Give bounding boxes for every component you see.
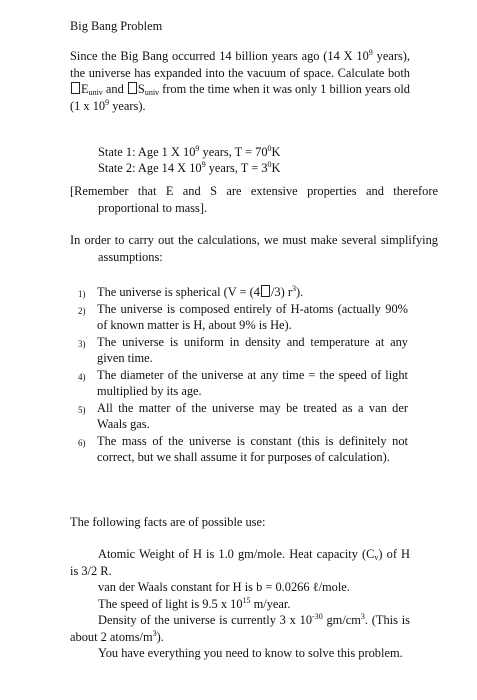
fact-text: . (This is about 2 atoms/m [70,613,410,644]
state-1-age: State 1: Age 1 X 10 [98,145,196,159]
entropy-subscript: univ [144,88,160,97]
fact-text: Density of the universe is currently 3 x 10 [98,613,313,627]
fact-text: ). [156,629,164,644]
intro-text-and: and [102,82,127,96]
fact-van-der-waals: van der Waals constant for H is b = 0.0266 ℓ/mole. [98,580,350,594]
state-2-age: State 2: Age 14 X 10 [98,161,202,175]
fact-exponent: 15 [242,595,251,605]
assumption-number: 4) [78,371,86,382]
state-2-unit: K [271,161,281,175]
fact-subscript: v [374,553,379,562]
intro-exponent-1: 9 [368,48,373,57]
energy-symbol: E [81,82,89,96]
state-1-degree: 0 [267,144,272,153]
fact-exponent: 3 [152,628,157,638]
energy-subscript: univ [88,88,103,97]
assumption-text: ). [295,285,304,299]
assumption-text: All the matter of the universe may be treated as a van der Waals gas. [97,400,408,431]
remember-note: [Remember that E and S are extensive properties and therefore proportional to mass]. [70,184,438,215]
state-1-exponent: 9 [195,144,200,153]
state-2 [98,160,438,177]
facts-section [70,546,410,662]
state-1 [98,144,438,161]
assumptions-intro: In order to carry out the calculations, we must make several simplifying assumptions: [70,233,438,264]
intro-text-1: Since the Big Bang occurred 14 billion years ago (14 X 10 [70,49,369,63]
fact-exponent: 3 [360,612,365,621]
missing-glyph-box [71,82,80,94]
missing-glyph-box [128,82,137,94]
assumption-item [78,367,408,400]
state-2-temp: years, T = 3 [205,161,268,175]
assumption-text: /3) r [270,285,292,299]
fact-exponent: -30 [312,612,323,621]
fact-density [70,612,410,645]
intro-exponent-2: 9 [105,97,110,107]
state-2-degree: 0 [267,160,272,169]
assumption-text: The universe is spherical (V = (4 [97,285,260,299]
problem-title: Big Bang Problem [70,19,163,33]
fact-atomic-weight [70,546,410,579]
assumption-item [78,433,408,466]
assumption-text: The diameter of the universe at any time = the speed of light multiplied by its age. [97,367,408,398]
state-1-temp: years, T = 70 [199,145,268,159]
assumption-text: The universe is uniform in density and temperature at any given time. [97,334,408,365]
assumption-number: 5) [78,404,86,415]
assumption-item [78,301,408,334]
assumption-number: 1) [78,289,86,299]
missing-glyph-box [261,285,270,297]
fact-speed-of-light [70,596,410,613]
assumption-item [78,284,408,301]
assumption-exponent: 3 [291,284,296,293]
intro-text-4: years). [109,98,146,113]
fact-text: gm/cm [322,613,361,627]
fact-text: The speed of light is 9.5 x 10 [98,596,243,611]
fact-closing: You have everything you need to know to solve this problem. [98,646,403,660]
assumption-number: 6) [78,437,86,448]
assumption-number: 3) [78,338,86,349]
assumption-number: 2) [78,305,86,316]
assumption-item [78,400,408,433]
fact-text: Atomic Weight of H is 1.0 gm/mole. Heat capacity (C [98,547,375,561]
intro-text-2: years), the universe has expanded into the vacuum of space. Calculate both [70,49,410,80]
intro-text-3: from the time when it was only 1 billion years old (1 x 10 [70,82,410,113]
facts-heading: The following facts are of possible use: [70,515,266,529]
assumption-text: The mass of the universe is constant (this is definitely not correct, but we shall assume it for purposes of calculation). [97,433,408,464]
state-1-unit: K [271,145,281,159]
state-2-exponent: 9 [201,160,206,169]
assumption-text: The universe is composed entirely of H-atoms (actually 90% of known matter is H, about 9% is He). [97,301,408,332]
problem-intro [70,48,410,114]
assumption-item [78,334,408,367]
assumptions-list [78,284,408,466]
entropy-symbol: S [137,82,145,96]
fact-text: ) of H is 3/2 R. [70,547,410,578]
fact-text: m/year. [250,596,291,611]
